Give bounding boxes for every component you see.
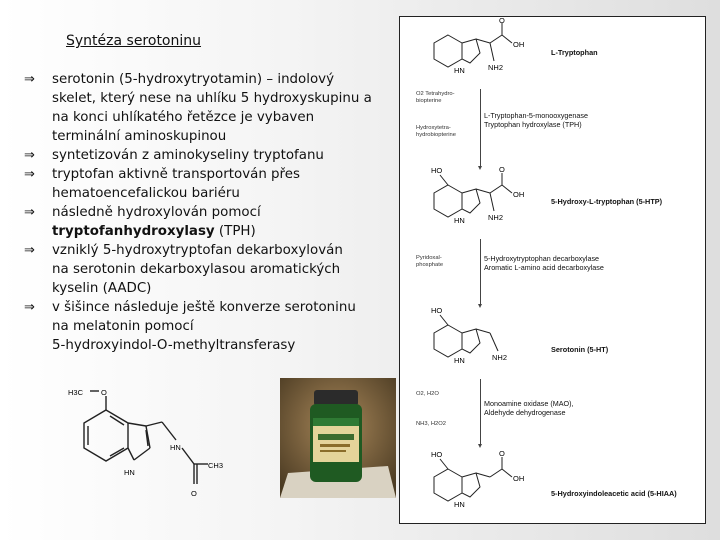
ser-ho-label: HO [431, 306, 443, 315]
cofactor-line: hydrobiopterine [416, 132, 456, 138]
hiaa-oh-label: OH [513, 474, 525, 483]
enzyme-line: Aromatic L-amino acid decarboxylase [484, 263, 604, 272]
reaction-arrow [480, 89, 481, 167]
trp-nh2-label: NH2 [488, 63, 504, 72]
bullet-line [50, 222, 394, 241]
slide-title: Syntéza serotoninu [66, 33, 202, 49]
serotonin-pathway-diagram [399, 16, 706, 524]
bullet-line: serotonin (5-hydroxytryotamin) – indolový [52, 72, 335, 87]
reaction-arrow [480, 379, 481, 445]
bullet-line: tryptofan aktivně transportován přes [52, 167, 300, 182]
bullet-list [24, 70, 394, 355]
methyl-label: H3C [68, 388, 84, 397]
melatonin-structure [66, 380, 266, 520]
htp-nh-label: HN [454, 216, 465, 225]
bullet-item [24, 298, 394, 355]
acetyl-ch3-label: CH3 [208, 461, 224, 470]
implies-arrow-icon: ⇒ [24, 243, 35, 258]
implies-arrow-icon: ⇒ [24, 148, 35, 163]
bullet-item [24, 203, 394, 241]
implies-arrow-icon: ⇒ [24, 72, 35, 87]
bullet-line: v šišince následuje ještě konverze serotoninu [52, 300, 356, 315]
htp-o-label: O [499, 165, 505, 174]
cofactor-line: O2 Tetrahydro- [416, 91, 455, 97]
bullet-suffix: (TPH) [214, 224, 256, 239]
bullet-item [24, 241, 394, 298]
bullet-line: hematoencefalickou bariéru [52, 186, 240, 201]
trp-o-label: O [499, 17, 505, 25]
bullet-line: 5-hydroxyindol-O-methyltransferasy [52, 338, 296, 353]
cofactor-label [416, 391, 439, 398]
enzyme-line: Monoamine oxidase (MAO), [484, 399, 574, 408]
htp-ho-label: HO [431, 166, 443, 175]
hiaa-o-label: O [499, 449, 505, 458]
compound-label-5htp: 5-Hydroxy-L-tryptophan (5-HTP) [551, 197, 663, 206]
implies-arrow-icon: ⇒ [24, 205, 35, 220]
bullet-line: syntetizován z aminokyseliny tryptofanu [52, 148, 324, 163]
cofactor-label [416, 255, 443, 269]
ser-nh-label: HN [454, 356, 465, 365]
cofactor-line: O2, H2O [416, 391, 439, 397]
reaction-arrow [480, 239, 481, 305]
hiaa-ho-label: HO [431, 450, 443, 459]
compound-label-tryptophan: L-Tryptophan [551, 48, 598, 57]
implies-arrow-icon: ⇒ [24, 167, 35, 182]
bullet-line: skelet, který nese na uhlíku 5 hydroxyskupinu a [52, 91, 372, 106]
compound-label-serotonin: Serotonin (5-HT) [551, 345, 609, 354]
bullet-line: následně hydroxylován pomocí [52, 205, 261, 220]
bullet-line: na konci uhlíkatého řetězce je vybaven [52, 110, 315, 125]
carbonyl-o-label: O [191, 489, 197, 498]
cofactor-label [416, 91, 455, 105]
trp-nh-label: HN [454, 66, 465, 75]
cofactor-line: phosphate [416, 262, 444, 268]
bullet-line: terminální aminoskupinou [52, 129, 227, 144]
implies-arrow-icon: ⇒ [24, 300, 35, 315]
cofactor-line: NH3, H2O2 [416, 421, 446, 427]
bullet-line: na serotonin dekarboxylasou aromatických [52, 262, 341, 277]
chain-nh-label: HN [170, 443, 181, 452]
enzyme-label-tph [484, 111, 588, 129]
enzyme-line: L-Tryptophan-5-monooxygenase [484, 111, 589, 120]
bullet-line: kyselin (AADC) [52, 281, 152, 296]
htp-nh2-label: NH2 [488, 213, 504, 222]
bullet-item [24, 70, 394, 146]
cofactor-label [416, 421, 446, 428]
enzyme-line: Tryptophan hydroxylase (TPH) [484, 120, 582, 129]
hiaa-nh-label: HN [454, 500, 465, 509]
compound-label-5hiaa: 5-Hydroxyindoleacetic acid (5-HIAA) [551, 489, 677, 498]
enzyme-label-aadc [484, 254, 604, 272]
melatonin-bottle-photo [280, 378, 396, 498]
cofactor-line: Hydroxytetra- [416, 125, 451, 131]
bullet-item [24, 146, 394, 165]
bullet-line: na melatonin pomocí [52, 319, 194, 334]
enzyme-label-mao [484, 399, 573, 417]
cofactor-line: Pyridoxal- [416, 255, 442, 261]
htp-oh-label: OH [513, 190, 525, 199]
ser-nh2-label: NH2 [492, 353, 508, 362]
bullet-item [24, 165, 394, 203]
enzyme-line: 5-Hydroxytryptophan decarboxylase [484, 254, 600, 263]
cofactor-label [416, 125, 456, 139]
enzyme-name-bold: tryptofanhydroxylasy [52, 224, 215, 239]
oxygen-label: O [101, 388, 107, 397]
cofactor-line: biopterine [416, 98, 442, 104]
bullet-line: vzniklý 5-hydroxytryptofan dekarboxylován [52, 243, 343, 258]
trp-oh-label: OH [513, 40, 525, 49]
ring-nh-label: HN [124, 468, 135, 477]
enzyme-line: Aldehyde dehydrogenase [484, 408, 566, 417]
